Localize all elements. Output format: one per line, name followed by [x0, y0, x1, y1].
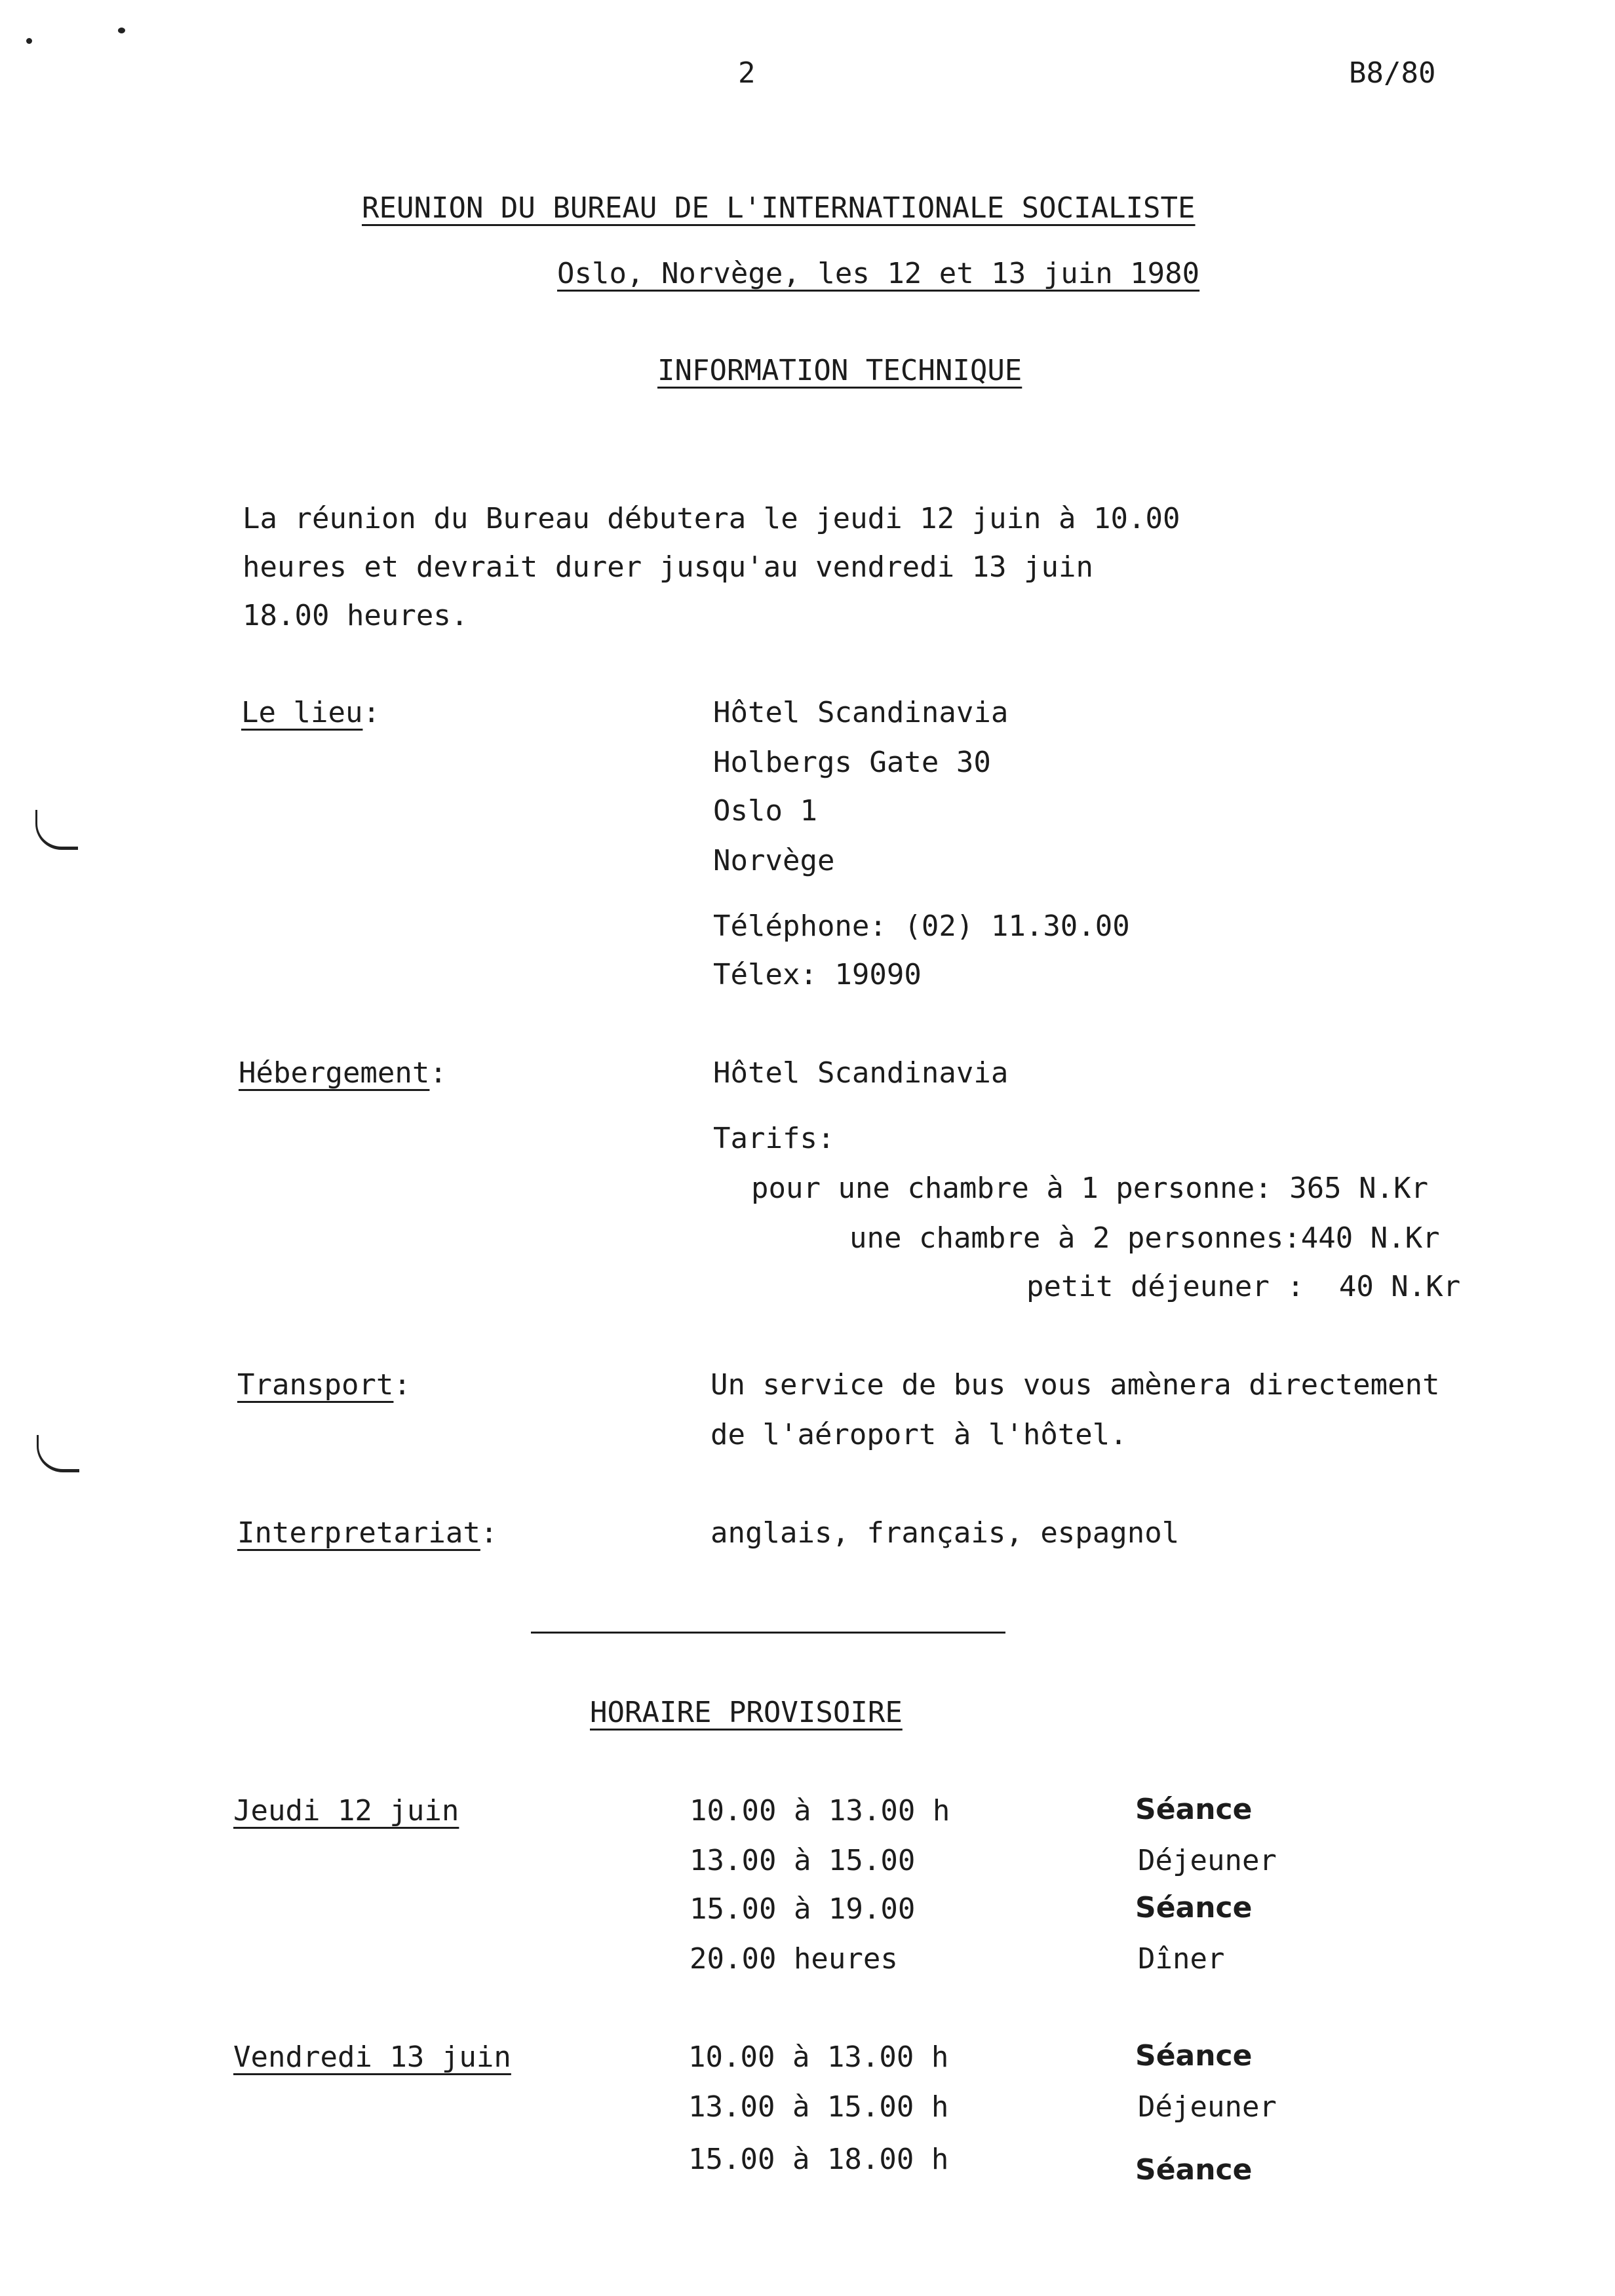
schedule-event: Séance: [1135, 2039, 1253, 2073]
interpretariat-label-text: Interpretariat: [237, 1516, 480, 1550]
transport-text-line: Un service de bus vous amènera directement: [710, 1368, 1440, 1402]
binder-mark: [35, 810, 78, 850]
transport-label: [237, 1368, 411, 1402]
scan-dot-mark: [26, 38, 32, 44]
label-colon: :: [480, 1516, 498, 1550]
schedule-time: 13.00 à 15.00 h: [688, 2090, 949, 2124]
lieu-telex: Télex: 19090: [713, 958, 922, 991]
schedule-time: 10.00 à 13.00 h: [690, 1794, 950, 1827]
schedule-time: 15.00 à 18.00 h: [688, 2143, 949, 2176]
lieu-address-line: Holbergs Gate 30: [713, 746, 991, 779]
hebergement-label: [239, 1056, 447, 1090]
lieu-label: [241, 698, 380, 727]
schedule-time: 15.00 à 19.00: [690, 1892, 916, 1926]
meeting-place-date: Oslo, Norvège, les 12 et 13 juin 1980: [557, 257, 1200, 290]
schedule-time: 10.00 à 13.00 h: [688, 2040, 949, 2074]
schedule-event: Séance: [1135, 1793, 1253, 1826]
tarif-line: pour une chambre à 1 personne: 365 N.Kr: [751, 1172, 1429, 1205]
page-number: 2: [738, 56, 756, 90]
schedule-time: 13.00 à 15.00: [690, 1844, 916, 1877]
label-colon: :: [362, 696, 380, 729]
transport-label-text: Transport: [237, 1368, 394, 1402]
lieu-address-line: Norvège: [713, 844, 835, 877]
schedule-event: Déjeuner: [1138, 2090, 1277, 2124]
intro-line: 18.00 heures.: [243, 599, 469, 632]
intro-line: heures et devrait durer jusqu'au vendredi 13 juin: [243, 550, 1094, 584]
transport-text-line: de l'aéroport à l'hôtel.: [710, 1418, 1127, 1451]
schedule-event: Séance: [1135, 2153, 1253, 2187]
lieu-label-text: Le lieu: [241, 696, 363, 729]
binder-mark: [37, 1435, 79, 1472]
lieu-address-line: Oslo 1: [713, 794, 817, 828]
hebergement-label-text: Hébergement: [239, 1056, 430, 1090]
tarifs-label: Tarifs:: [713, 1122, 835, 1155]
lieu-address-line: Hôtel Scandinavia: [713, 696, 1009, 729]
tarif-line: petit déjeuner : 40 N.Kr: [1026, 1270, 1461, 1303]
intro-line: La réunion du Bureau débutera le jeudi 12 juin à 10.00: [243, 502, 1180, 535]
schedule-title: HORAIRE PROVISOIRE: [590, 1696, 903, 1729]
schedule-day: Jeudi 12 juin: [233, 1794, 459, 1827]
label-colon: :: [393, 1368, 411, 1402]
schedule-day: Vendredi 13 juin: [233, 2040, 511, 2074]
document-title: REUNION DU BUREAU DE L'INTERNATIONALE SOCIALISTE: [362, 191, 1196, 225]
lieu-phone: Téléphone: (02) 11.30.00: [713, 909, 1130, 943]
document-reference: B8/80: [1349, 56, 1436, 90]
schedule-event: Déjeuner: [1138, 1844, 1277, 1877]
schedule-time: 20.00 heures: [690, 1942, 898, 1976]
schedule-event: Séance: [1135, 1891, 1253, 1924]
tarif-line: une chambre à 2 personnes:440 N.Kr: [849, 1221, 1440, 1255]
hebergement-hotel: Hôtel Scandinavia: [713, 1056, 1009, 1090]
interpretariat-text: anglais, français, espagnol: [710, 1516, 1180, 1550]
scan-dot-mark: [118, 28, 125, 33]
section-divider: [531, 1632, 1005, 1634]
interpretariat-label: [237, 1516, 498, 1550]
label-colon: :: [429, 1056, 447, 1090]
section-title: INFORMATION TECHNIQUE: [657, 354, 1022, 387]
schedule-event: Dîner: [1138, 1942, 1225, 1976]
